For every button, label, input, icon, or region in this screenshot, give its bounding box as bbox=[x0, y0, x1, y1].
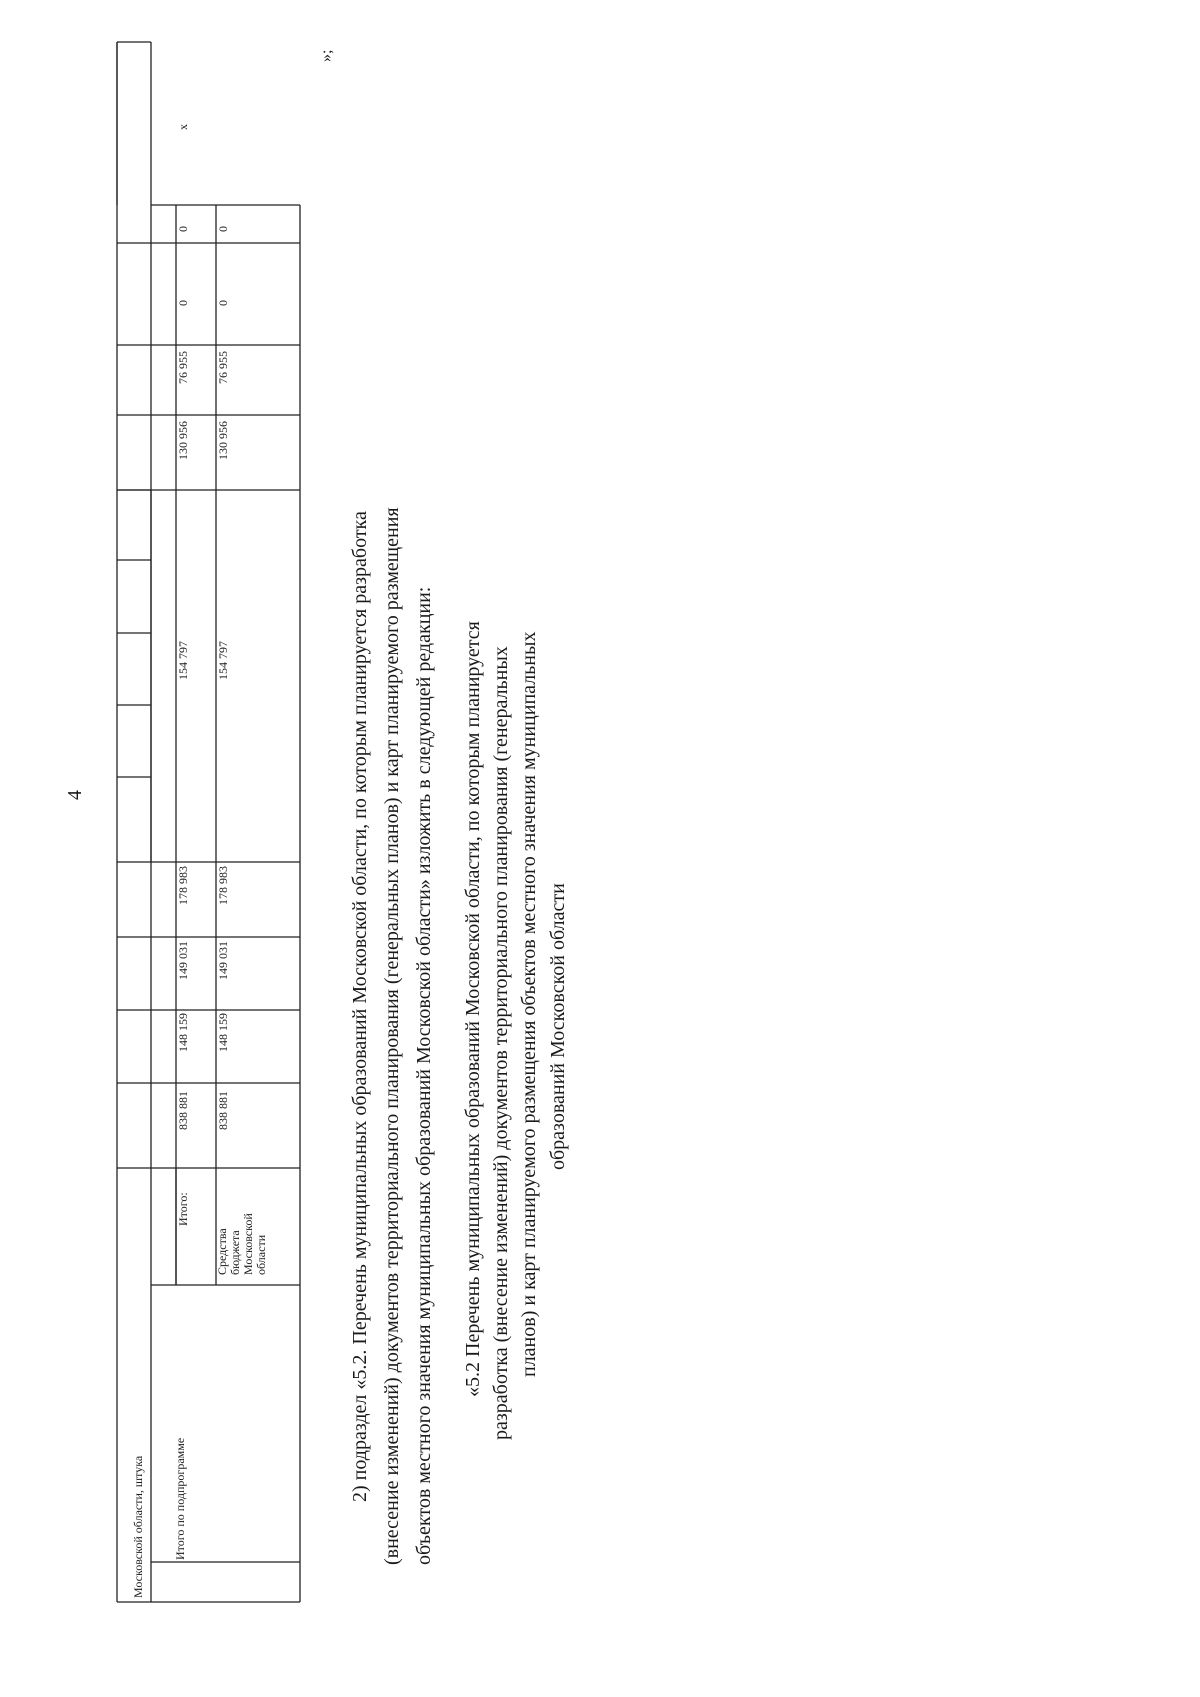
year2-value: 149 031 bbox=[176, 941, 190, 980]
section-title-line-3: планов) и карт планируемого размещения объектов местного значения муниципальных bbox=[518, 631, 540, 1377]
year1-value-2: 148 159 bbox=[216, 1013, 230, 1052]
col1-value: 0 bbox=[176, 300, 190, 306]
col2-value-2: 0 bbox=[216, 226, 230, 232]
year3-value-2: 178 983 bbox=[216, 866, 230, 905]
mark-x: x bbox=[176, 124, 190, 130]
source-total-label: Итого: bbox=[176, 1192, 190, 1226]
col2-value: 0 bbox=[176, 226, 190, 232]
paragraph-line-1: 2) подраздел «5.2. Перечень муниципальных образований Московской области, по которым планируется разработка bbox=[349, 511, 371, 1502]
section-title-line-2: разработка (внесение изменений) документов территориального планирования (генеральных bbox=[490, 646, 512, 1440]
total-value-2: 838 881 bbox=[216, 1091, 230, 1130]
total-value: 838 881 bbox=[176, 1091, 190, 1130]
table-closing-quote: »; bbox=[318, 49, 335, 62]
paragraph-line-2: (внесение изменений) документов территориального планирования (генеральных планов) и карт планируемого размещения bbox=[381, 507, 403, 1565]
year6-value: 76 955 bbox=[176, 351, 190, 384]
year6-value-2: 76 955 bbox=[216, 351, 230, 384]
row-total-label: Итого по подпрограмме bbox=[173, 1437, 187, 1560]
source-budget-label: Средства бюджета Московской области bbox=[215, 1213, 268, 1275]
year5-value-2: 130 956 bbox=[216, 421, 230, 460]
paragraph-line-3: объектов местного значения муниципальных образований Московской области» изложить в следующей редакции: bbox=[413, 586, 435, 1565]
section-title-line-1: «5.2 Перечень муниципальных образований Московской области, по которым планируется bbox=[462, 621, 484, 1397]
year4-value: 154 797 bbox=[176, 641, 190, 680]
year2-value-2: 149 031 bbox=[216, 941, 230, 980]
page-number: 4 bbox=[64, 790, 86, 800]
section-title-line-4: образований Московской области bbox=[547, 883, 569, 1170]
year4-value-2: 154 797 bbox=[216, 641, 230, 680]
year1-value: 148 159 bbox=[176, 1013, 190, 1052]
col1-value-2: 0 bbox=[216, 300, 230, 306]
year3-value: 178 983 bbox=[176, 866, 190, 905]
region-label: Московской области, штука bbox=[131, 1455, 145, 1598]
year5-value: 130 956 bbox=[176, 421, 190, 460]
